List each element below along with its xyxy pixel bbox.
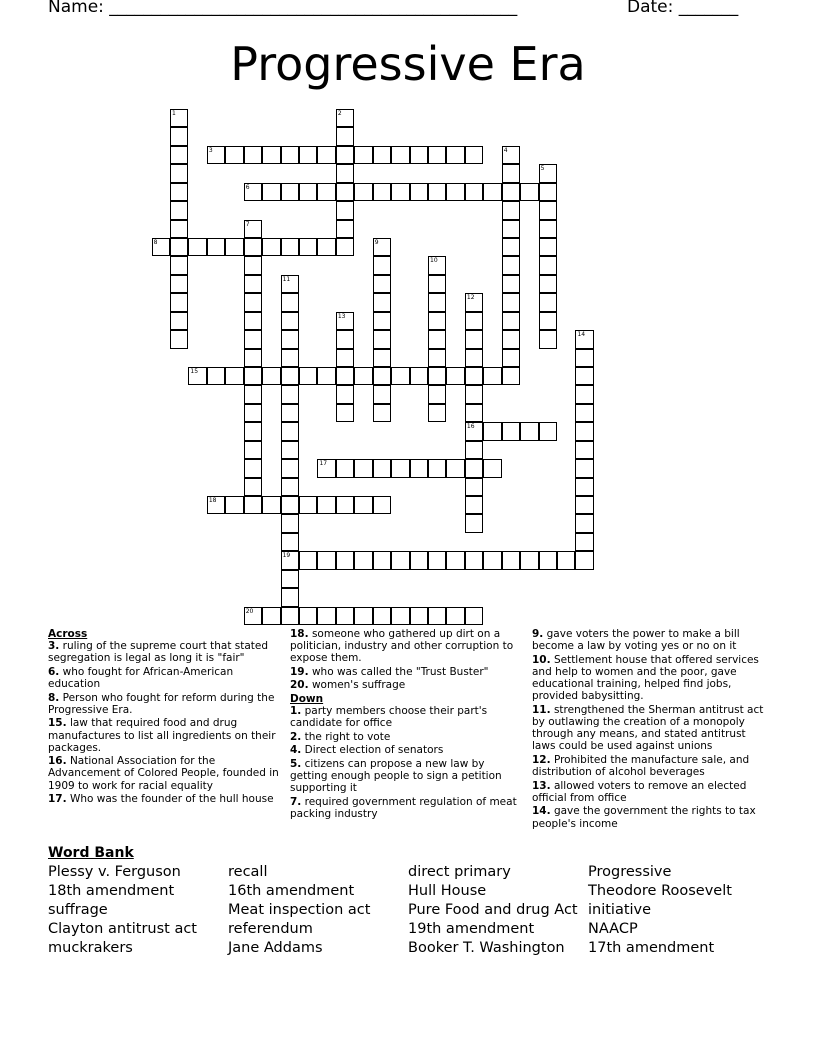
clue-number: 15: [190, 368, 199, 376]
grid-cell: [539, 183, 557, 201]
grid-cell: [281, 459, 299, 477]
clue-number: 13: [337, 312, 346, 320]
grid-cell: [539, 275, 557, 293]
grid-cell: [465, 293, 483, 311]
grid-cell: [428, 607, 446, 625]
clue-down-9: 9. gave voters the power to make a bill become a law by voting yes or no on it: [532, 628, 740, 653]
grid-cell: [207, 367, 225, 385]
grid-cell: [244, 422, 262, 440]
word-bank-item: Jane Addams: [228, 940, 323, 956]
grid-cell: [244, 330, 262, 348]
word-bank-title: Word Bank: [48, 845, 134, 861]
grid-cell: [465, 404, 483, 422]
grid-cell: [373, 275, 391, 293]
clue-across-18: 18. someone who gathered up dirt on a politician, industry and other corruption to expose them.: [290, 628, 514, 665]
grid-cell: [502, 164, 520, 182]
grid-cell: [410, 183, 428, 201]
grid-cell: [391, 551, 409, 569]
clue-down-10: 10. Settlement house that offered services and help to women and the poor, gave educational training, helped find jobs, provided babysitting.: [532, 653, 759, 703]
name-field-label: Name: ________________________________________________: [48, 0, 518, 17]
grid-cell: [281, 514, 299, 532]
grid-cell: [354, 367, 372, 385]
word-bank-item: Pure Food and drug Act: [408, 902, 578, 918]
grid-cell: [557, 551, 575, 569]
grid-cell: [446, 367, 464, 385]
page-title: Progressive Era: [230, 37, 586, 91]
grid-cell: [539, 551, 557, 569]
grid-cell: [336, 349, 354, 367]
grid-cell: [262, 607, 280, 625]
grid-cell: [428, 459, 446, 477]
grid-cell: [170, 183, 188, 201]
clue-number: 2: [337, 110, 342, 117]
clue-number: 16: [466, 423, 475, 431]
grid-cell: [336, 109, 354, 127]
grid-cell: [244, 367, 262, 385]
grid-cell: [354, 146, 372, 164]
clue-across-3: 3. ruling of the supreme court that stated segregation is legal as long it is "fair": [48, 640, 269, 665]
grid-cell: [244, 441, 262, 459]
grid-cell: [465, 146, 483, 164]
grid-cell: [373, 367, 391, 385]
grid-cell: [170, 312, 188, 330]
grid-cell: [373, 146, 391, 164]
clue-across-17: 17. Who was the founder of the hull house: [48, 793, 274, 806]
grid-cell: [317, 496, 335, 514]
grid-cell: [281, 551, 299, 569]
clue-number: 14: [577, 331, 586, 339]
grid-cell: [244, 459, 262, 477]
grid-cell: [502, 551, 520, 569]
grid-cell: [244, 607, 262, 625]
grid-cell: [539, 220, 557, 238]
grid-cell: [244, 256, 262, 274]
grid-cell: [281, 385, 299, 403]
grid-cell: [336, 496, 354, 514]
clue-down-14: 14. gave the government the rights to tax people's income: [532, 805, 756, 830]
clue-down-1: 1. party members choose their part's candidate for office: [290, 705, 488, 730]
clue-number: 7: [245, 220, 250, 228]
grid-cell: [317, 238, 335, 256]
grid-cell: [373, 551, 391, 569]
grid-cell: [575, 441, 593, 459]
grid-cell: [336, 146, 354, 164]
grid-cell: [354, 551, 372, 569]
grid-cell: [483, 551, 501, 569]
grid-cell: [317, 367, 335, 385]
grid-cell: [336, 607, 354, 625]
word-bank-item: initiative: [588, 902, 652, 918]
grid-cell: [336, 183, 354, 201]
word-bank-item: suffrage: [48, 902, 108, 918]
grid-cell: [207, 496, 225, 514]
grid-cell: [281, 422, 299, 440]
grid-cell: [428, 349, 446, 367]
grid-cell: [465, 312, 483, 330]
word-bank-item: Clayton antitrust act: [48, 921, 197, 937]
grid-cell: [207, 238, 225, 256]
grid-cell: [188, 238, 206, 256]
grid-cell: [446, 551, 464, 569]
grid-cell: [336, 459, 354, 477]
grid-cell: [299, 146, 317, 164]
grid-cell: [317, 183, 335, 201]
date-field-label: Date: _______: [627, 0, 739, 17]
grid-cell: [575, 496, 593, 514]
grid-cell: [410, 551, 428, 569]
grid-cell: [465, 441, 483, 459]
grid-cell: [428, 275, 446, 293]
word-bank-item: referendum: [228, 921, 313, 937]
grid-cell: [465, 551, 483, 569]
grid-cell: [373, 607, 391, 625]
grid-cell: [262, 496, 280, 514]
word-bank-item: Hull House: [408, 883, 487, 899]
grid-cell: [170, 220, 188, 238]
grid-cell: [373, 256, 391, 274]
grid-cell: [373, 404, 391, 422]
grid-cell: [299, 367, 317, 385]
grid-cell: [373, 385, 391, 403]
grid-cell: [502, 238, 520, 256]
across-heading: Across: [48, 628, 88, 640]
grid-cell: [428, 330, 446, 348]
grid-cell: [539, 330, 557, 348]
grid-cell: [262, 146, 280, 164]
clue-across-15: 15. law that required food and drug manufactures to list all ingredients on their packages.: [48, 717, 276, 754]
grid-cell: [225, 496, 243, 514]
clue-down-11: 11. strengthened the Sherman antitrust act by outlawing the creation of a monopoly through any means, and stated antitrust laws could be used against unions: [532, 703, 764, 753]
word-bank-item: Theodore Roosevelt: [588, 883, 732, 899]
grid-cell: [170, 238, 188, 256]
grid-cell: [188, 367, 206, 385]
grid-cell: [391, 146, 409, 164]
grid-cell: [465, 330, 483, 348]
grid-cell: [225, 238, 243, 256]
clue-across-8: 8. Person who fought for reform during the Progressive Era.: [48, 691, 275, 716]
grid-cell: [336, 367, 354, 385]
grid-cell: [539, 164, 557, 182]
grid-cell: [281, 238, 299, 256]
grid-cell: [373, 183, 391, 201]
clue-down-13: 13. allowed voters to remove an elected official from office: [532, 779, 747, 804]
grid-cell: [465, 183, 483, 201]
grid-cell: [354, 459, 372, 477]
grid-cell: [483, 183, 501, 201]
grid-cell: [281, 570, 299, 588]
grid-cell: [354, 496, 372, 514]
grid-cell: [502, 293, 520, 311]
grid-cell: [281, 275, 299, 293]
clue-column-3: [532, 628, 772, 831]
grid-cell: [575, 349, 593, 367]
grid-cell: [281, 533, 299, 551]
grid-cell: [428, 183, 446, 201]
grid-cell: [539, 293, 557, 311]
word-bank-item: Plessy v. Ferguson: [48, 864, 181, 880]
grid-cell: [373, 312, 391, 330]
grid-cell: [244, 146, 262, 164]
grid-cell: [502, 220, 520, 238]
grid-cell: [502, 422, 520, 440]
grid-cell: [281, 478, 299, 496]
grid-cell: [354, 183, 372, 201]
grid-cell: [281, 183, 299, 201]
grid-cell: [170, 275, 188, 293]
grid-cell: [465, 459, 483, 477]
grid-cell: [539, 312, 557, 330]
grid-cell: [446, 459, 464, 477]
grid-cell: [502, 367, 520, 385]
grid-cell: [465, 496, 483, 514]
grid-cell: [244, 220, 262, 238]
grid-cell: [446, 146, 464, 164]
grid-cell: [244, 238, 262, 256]
grid-cell: [502, 312, 520, 330]
grid-cell: [170, 256, 188, 274]
clue-down-2: 2. the right to vote: [290, 730, 391, 743]
grid-cell: [483, 422, 501, 440]
grid-cell: [299, 496, 317, 514]
grid-cell: [170, 109, 188, 127]
grid-cell: [410, 367, 428, 385]
grid-cell: [281, 367, 299, 385]
grid-cell: [483, 459, 501, 477]
grid-cell: [520, 183, 538, 201]
clue-number: 9: [374, 239, 379, 246]
grid-cell: [225, 146, 243, 164]
grid-cell: [244, 293, 262, 311]
grid-cell: [428, 404, 446, 422]
grid-cell: [244, 496, 262, 514]
grid-cell: [317, 607, 335, 625]
grid-cell: [575, 478, 593, 496]
grid-cell: [428, 385, 446, 403]
grid-cell: [410, 607, 428, 625]
grid-cell: [336, 220, 354, 238]
grid-cell: [410, 146, 428, 164]
grid-cell: [502, 275, 520, 293]
clue-down-7: 7. required government regulation of meat packing industry: [290, 795, 517, 820]
clue-number: 17: [319, 460, 328, 468]
word-bank-item: NAACP: [588, 921, 638, 937]
clue-down-12: 12. Prohibited the manufacture sale, and distribution of alcohol beverages: [532, 753, 750, 779]
grid-cell: [465, 349, 483, 367]
word-bank-item: muckrakers: [48, 940, 133, 956]
clue-number: 12: [466, 294, 475, 302]
clue-number: 20: [245, 607, 254, 615]
clue-across-20: 20. women's suffrage: [290, 679, 406, 692]
grid-cell: [244, 275, 262, 293]
grid-cell: [575, 404, 593, 422]
grid-cell: [207, 146, 225, 164]
grid-cell: [336, 330, 354, 348]
grid-cell: [520, 551, 538, 569]
grid-cell: [465, 385, 483, 403]
grid-cell: [299, 183, 317, 201]
grid-cell: [391, 459, 409, 477]
word-bank-item: Booker T. Washington: [408, 940, 565, 956]
grid-cell: [244, 385, 262, 403]
grid-cell: [299, 551, 317, 569]
grid-cell: [336, 385, 354, 403]
word-bank-item: 16th amendment: [228, 883, 355, 899]
grid-cell: [502, 256, 520, 274]
grid-cell: [373, 330, 391, 348]
clue-number: 11: [282, 275, 291, 283]
grid-cell: [244, 312, 262, 330]
grid-cell: [244, 183, 262, 201]
grid-cell: [446, 183, 464, 201]
clue-across-6: 6. who fought for African-American education: [48, 665, 234, 691]
grid-cell: [373, 238, 391, 256]
clue-number: 1: [172, 110, 176, 117]
word-bank-item: recall: [228, 864, 268, 880]
grid-cell: [281, 404, 299, 422]
grid-cell: [539, 256, 557, 274]
grid-cell: [281, 496, 299, 514]
grid-cell: [170, 146, 188, 164]
grid-cell: [262, 238, 280, 256]
clue-down-5: 5. citizens can propose a new law by getting enough people to sign a petition supporting it: [290, 757, 502, 795]
grid-cell: [575, 367, 593, 385]
clue-number: 10: [430, 257, 438, 265]
clue-number: 19: [282, 552, 291, 560]
grid-cell: [262, 183, 280, 201]
word-bank-item: direct primary: [408, 864, 511, 880]
grid-cell: [465, 607, 483, 625]
word-bank-item: Meat inspection act: [228, 902, 371, 918]
clue-number: 6: [245, 183, 250, 191]
grid-cell: [354, 607, 372, 625]
word-bank-item: 17th amendment: [588, 940, 715, 956]
grid-cell: [244, 404, 262, 422]
grid-cell: [336, 164, 354, 182]
grid-cell: [317, 146, 335, 164]
clue-across-16: 16. National Association for the Advancement of Colored People, founded in 1909 to work for racial equality: [48, 755, 279, 792]
grid-cell: [299, 607, 317, 625]
grid-cell: [502, 201, 520, 219]
grid-cell: [373, 459, 391, 477]
grid-cell: [483, 367, 501, 385]
grid-cell: [575, 514, 593, 532]
grid-cell: [502, 146, 520, 164]
grid-cell: [410, 459, 428, 477]
grid-cell: [244, 478, 262, 496]
grid-cell: [575, 422, 593, 440]
grid-cell: [299, 238, 317, 256]
grid-cell: [317, 459, 335, 477]
grid-cell: [373, 293, 391, 311]
grid-cell: [539, 201, 557, 219]
down-heading: Down: [290, 692, 324, 705]
grid-cell: [281, 349, 299, 367]
clue-number: 18: [208, 497, 217, 505]
word-bank-item: 18th amendment: [48, 883, 175, 899]
grid-cell: [281, 330, 299, 348]
grid-cell: [502, 349, 520, 367]
grid-cell: [317, 551, 335, 569]
grid-cell: [502, 330, 520, 348]
grid-cell: [373, 496, 391, 514]
grid-cell: [539, 422, 557, 440]
grid-cell: [170, 293, 188, 311]
grid-cell: [170, 127, 188, 145]
grid-cell: [336, 404, 354, 422]
clue-number: 3: [208, 146, 213, 154]
grid-cell: [373, 349, 391, 367]
clue-number: 5: [540, 165, 545, 173]
grid-cell: [391, 183, 409, 201]
grid-cell: [520, 422, 538, 440]
grid-cell: [575, 330, 593, 348]
clue-number: 4: [503, 146, 508, 154]
grid-cell: [336, 201, 354, 219]
grid-cell: [465, 478, 483, 496]
grid-cell: [152, 238, 170, 256]
grid-cell: [575, 533, 593, 551]
grid-cell: [428, 146, 446, 164]
grid-cell: [446, 607, 464, 625]
grid-cell: [262, 367, 280, 385]
grid-cell: [170, 164, 188, 182]
grid-cell: [575, 551, 593, 569]
grid-cell: [428, 256, 446, 274]
grid-cell: [281, 312, 299, 330]
grid-cell: [281, 146, 299, 164]
grid-cell: [281, 607, 299, 625]
grid-cell: [575, 385, 593, 403]
grid-cell: [502, 183, 520, 201]
grid-cell: [170, 330, 188, 348]
grid-cell: [391, 607, 409, 625]
clue-across-19: 19. who was called the "Trust Buster": [290, 665, 489, 678]
grid-cell: [170, 201, 188, 219]
grid-cell: [336, 238, 354, 256]
grid-cell: [428, 293, 446, 311]
grid-cell: [336, 127, 354, 145]
grid-cell: [539, 238, 557, 256]
grid-cell: [465, 514, 483, 532]
grid-cell: [465, 367, 483, 385]
word-bank-item: 19th amendment: [408, 921, 535, 937]
grid-cell: [281, 441, 299, 459]
grid-cell: [281, 293, 299, 311]
grid-cell: [336, 551, 354, 569]
word-bank-item: Progressive: [588, 864, 672, 880]
grid-cell: [391, 367, 409, 385]
grid-cell: [281, 588, 299, 606]
grid-cell: [225, 367, 243, 385]
clue-down-4: 4. Direct election of senators: [290, 744, 444, 757]
grid-cell: [575, 459, 593, 477]
clue-number: 8: [153, 239, 158, 246]
grid-cell: [428, 312, 446, 330]
clue-column-1: [48, 628, 283, 807]
grid-cell: [465, 422, 483, 440]
grid-cell: [428, 367, 446, 385]
clue-column-2: [290, 628, 525, 821]
grid-cell: [244, 349, 262, 367]
grid-cell: [336, 312, 354, 330]
grid-cell: [428, 551, 446, 569]
